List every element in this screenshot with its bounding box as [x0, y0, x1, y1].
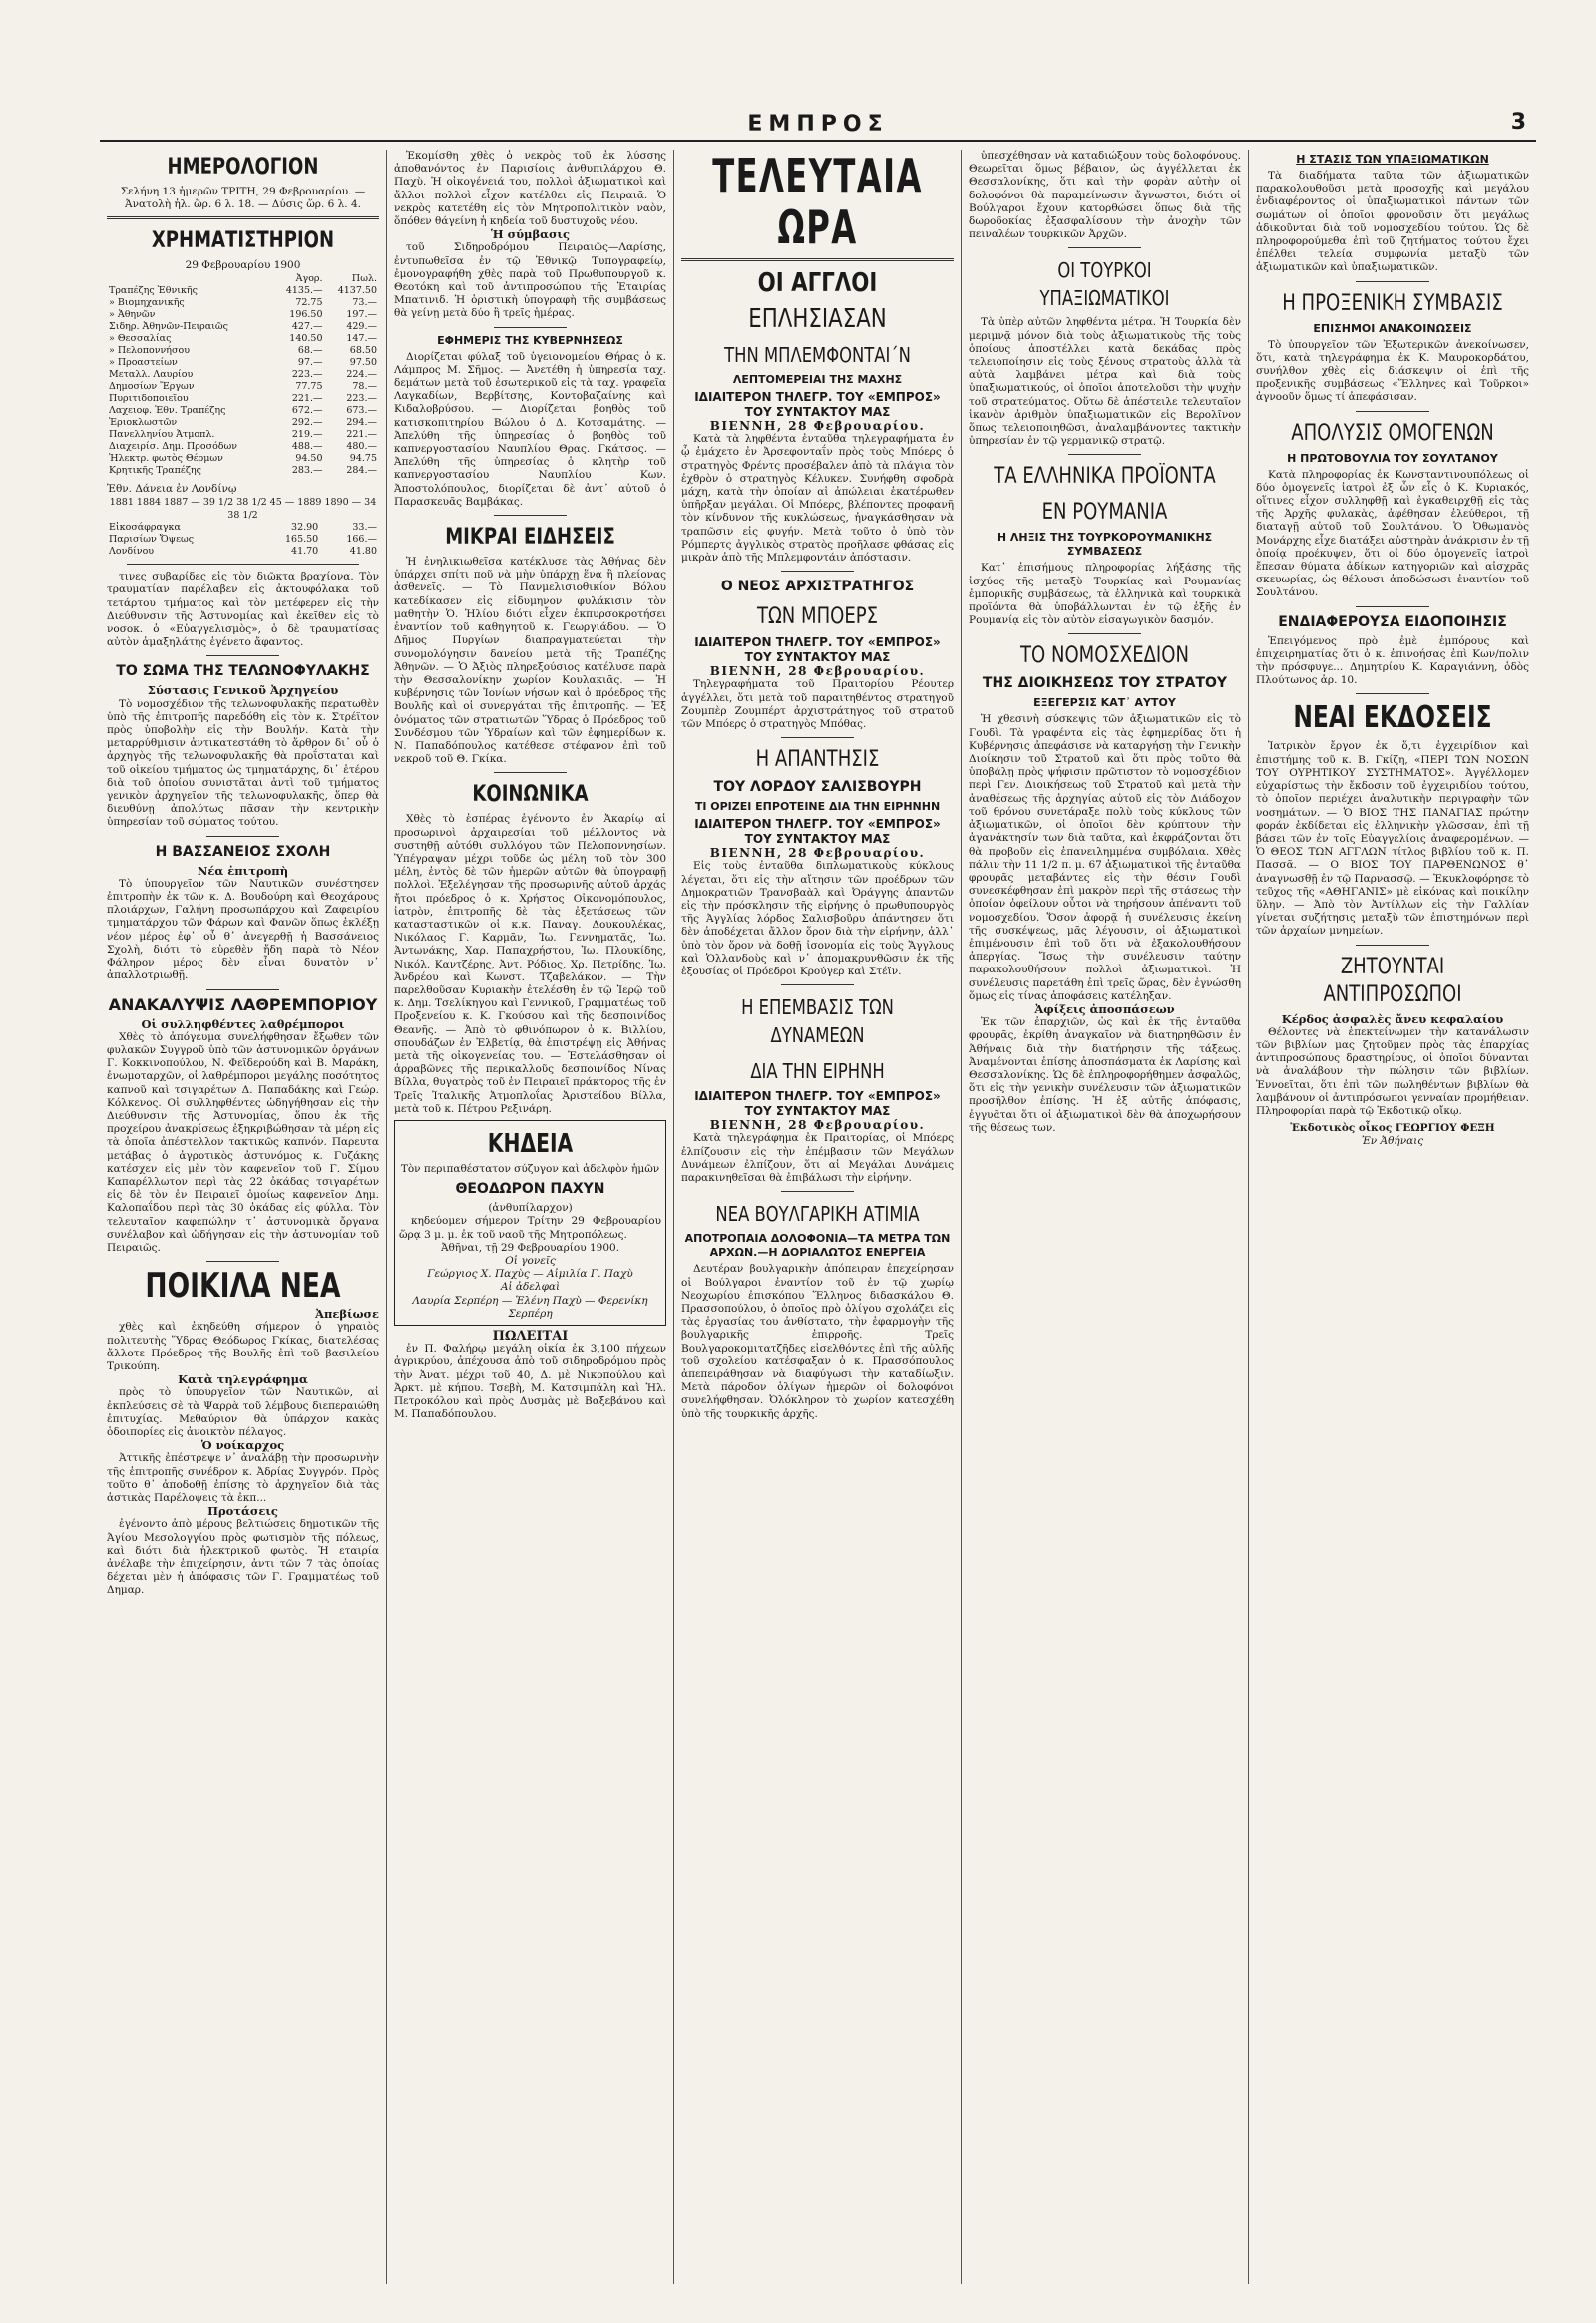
loans-row [107, 546, 379, 558]
exiles-text: Κατὰ πληροφορίας ἐκ Κωνσταντινουπόλεως οἱ δύο ὁμογενεῖς ἰατροὶ ἐξ ὧν εἷς ὁ Κ. Κυριακός, οἵτινες εἶχον συλληφθῇ καὶ ἐγκαθειρχθῇ εἰς τὰς τῆς Ἀρχῆς φυλακὰς, ἀφέθησαν ἐλεύθεροι, τῇ διαταγῇ αὐτοῦ τοῦ Σουλτάνου. Ὁ Ὀθωμανὸς Μονάρχης εἶχε διατάξει αὐστηρὰν ἀνάκρισιν ἐν τῇ ὁποίᾳ προέκυψεν, ὅτι οἱ δύο ὁμογενεῖς ἰατροὶ ἔπεσαν θύματα ἀδίκων κατηγοριῶν καὶ αἰσχρᾶς σκευωρίας, ὡς θέλουσι ἀποδώσωσι ἐναντίον τοῦ Σουλτάνου. [1256, 468, 1529, 599]
funeral-names-1: Γεώργιος Χ. Παχὺς — Αἰμιλία Γ. Παχὺ [427, 1268, 633, 1281]
divider [1356, 945, 1429, 946]
exchange-table [107, 273, 379, 477]
exchange-label: » Θεσσαλίας [109, 332, 172, 344]
exchange-label: Ἐριοκλωστῶν [109, 416, 178, 428]
divider [494, 327, 567, 328]
smuggle-title: ΑΝΑΚΑΛΥΨΙΣ ΛΑΘΡΕΜΠΟΡΙΟΥ [108, 994, 378, 1014]
exchange-value: 4135.— [285, 284, 323, 296]
exchange-row [107, 405, 379, 417]
column-5 [1249, 150, 1536, 2284]
loans-label: Λονδίνου [109, 546, 155, 558]
loans-row [107, 522, 379, 534]
turk-text: Τὰ ὑπὲρ αὐτῶν ληφθέντα μέτρα. Ἡ Τουρκία δὲν μεριμνᾷ μόνον διὰ τοὺς ἀξιωματικοὺς τῆς τοὺς ὁποίους ἀποστέλλει κατὰ δεκάδας πρὸς τελειοποίησιν εἰς τοὺς ξένους στρατοὺς ἀλλὰ τὰ αὐτὰ λαμβάνει μέτρα καὶ διὰ τοὺς ὑπαξιωματικούς, οἱ ὁποῖοι ἀποτελοῦσι τὴν ψυχὴν τοῦ στρατεύματος. Οὕτω δὲ ἀπέστειλε τελευταῖον ἱκανὸν ἀριθμὸν ὑπαξιωματικῶν εἰς Βερολῖνον ὅπως τελειοποιηθῶσι, ἀναλαμβάνοντες τακτικὴν ὑπηρεσίαν ἐν τῷ γερμανικῷ στρατῷ. [969, 316, 1241, 448]
exchange-label: Πανελληνίου Ἀτμοπλ. [109, 428, 215, 440]
loans-value: 32.90 [291, 522, 319, 534]
misc-text-3: Ἀττικῆς ἐπέστρεψε ν᾽ ἀναλάβῃ τὴν προσωρινὴν τῆς ἐπιτροπῆς συνέδρον κ. Ἀδρίας Συγγρόν. Πρὸς τοῦτο θ᾽ ἀποδοθῇ ἐπίσης τὸ ἀρχηγεῖον διὰ τὰς ἀστικὰς Παρέλοψεις τὰ ἐκπ... [107, 1452, 379, 1504]
exchange-col-sell: Πωλ. [351, 272, 377, 284]
loans-label: Εἰκοσάφραγκα [109, 522, 181, 534]
loans-row [107, 534, 379, 546]
funeral-names-2: Λαυρία Σερπέρη — Ἑλένη Παχὺ — Φερενίκη Σερπέρη [412, 1294, 648, 1320]
divider [206, 989, 279, 990]
bulgar-text: Δευτέραν βουλγαρικὴν ἀπόπειραν ἐπεχείρησαν οἱ Βούλγαροι ἐναντίον τοῦ ἐν τῷ χωρίῳ Νεοχωρίου ἐπισκόπου Ἕλληνος διδασκάλου Θ. Πρασσοπούλου, ὁ ὁποῖος πρὸ ὀλίγου σχολάζει εἰς τὰς ἐργασίας του ἀνθίστατο, τὴν ἐφαρμογὴν τῆς βουλγαρικῆς ἐπιρροῆς. Τρεῖς Βουλγαροκομιτατζῆδες εἰσελθόντες ἐπὶ τῆς αὐλῆς τοῦ σχολείου κατέσφαξαν ὁ κ. Πρασσόπουλος ἀπεπειράθησαν νὰ διαφύγωσι τὴν καταδίωξιν. Μετὰ πάροδον ὁλίγων ἡμερῶν οἱ δολοφόνοι συνελήφθησαν. Ὀλόκληρον τὸ χωρίον κατεσχέθη ὑπὸ τῆς τουρκικῆς ἀρχῆς. [681, 1263, 954, 1420]
exchange-row [107, 297, 379, 309]
telegram-4-label: ΙΔΙΑΙΤΕΡΟΝ ΤΗΛΕΓΡ. ΤΟΥ «ΕΜΠΡΟΣ» ΤΟΥ ΣΥΝΤΑΚΤΟΥ ΜΑΣ [694, 1089, 941, 1119]
telegram-1-label: ΙΔΙΑΙΤΕΡΟΝ ΤΗΛΕΓΡ. ΤΟΥ «ΕΜΠΡΟΣ» ΤΟΥ ΣΥΝΤΑΚΤΟΥ ΜΑΣ [694, 390, 941, 419]
exchange-header-row [107, 273, 379, 285]
notices-title: ΕΝΔΙΑΦΕΡΟΥΣΑ ΕΙΔΟΠΟΙΗΣΙΣ [1278, 613, 1507, 630]
bulgar-title: ΝΕΑ ΒΟΥΛΓΑΡΙΚΗ ΑΤΙΜΙΑ [715, 1202, 920, 1227]
loans-title: Ἐθν. Δάνεια ἐν Λονδίνῳ [107, 482, 237, 495]
exiles-title: ΑΠΟΛΥΣΙΣ ΟΜΟΓΕΝΩΝ [1291, 420, 1494, 446]
milit-text: Τὰ διαδήματα ταῦτα τῶν ἀξιωματικῶν παρακολουθοῦσι μετὰ προσοχῆς καὶ μεγάλου ἐνδιαφέροντος οἱ ὑπαξιωματικοὶ πάντων τῶν σωμάτων οἱ ὁποῖοι φρονοῦσιν ὅτι μεγάλως ἀδικοῦνται διὰ τοῦ νομοσχεδίου τούτου. Ὡς δὲ πληροφορούμεθα ἐπὶ τοῦ ζητήματος τούτου ἔχει ἐπέλθει τελεία συμφωνία μεταξὺ τῶν ἀξιωματικῶν καὶ ὑπαξιωματικῶν. [1256, 170, 1529, 274]
exchange-value: 294.— [346, 416, 377, 428]
funeral-name: ΘΕΟΔΩΡΟΝ ΠΑΧΥΝ [455, 1181, 605, 1198]
publisher: Ἐκδοτικὸς οἶκος ΓΕΩΡΓΙΟΥ ΦΕΞΗ [1290, 1122, 1495, 1135]
columns [100, 150, 1536, 2284]
school-text: Τὸ ὑπουργεῖον τῶν Ναυτικῶν συνέστησεν ἐπιτροπὴν ἐκ τῶν κ. Δ. Βουδούρη καὶ Θεοχάρους πλοιάρχων, Γαλήνη προσωπάρχου καὶ Ζαφειρίου τμηματάρχου τῶν Φάρων καὶ Φανῶν ὅπως ἐκλέξῃ νέον μέρος ἐφ᾽ οὗ θ᾽ ἀνεγερθῇ ἡ Βασσάνειος Σχολὴ, διότι τὸ εὑρεθὲν ἤδη παρὰ τὸ Νέον Φάληρον μέρος δὲν εἶναι δυνατὸν ν᾽ ἀπαλλοτριωθῇ. [107, 877, 379, 982]
col4-text-top: ὑπεσχέθησαν νὰ καταδιώξουν τοὺς δολοφόνους. Θεωρεῖται ὅμως βέβαιον, ὡς ἀγγέλλεται ἐκ Θεσσαλονίκης, ὅτι καὶ τὴν φορὰν αὐτὴν οἱ δολοφόνοι θὰ παραμείνωσιν ἄγνωστοι, διότι οἱ Βούλγαροι ἔχουν κατορθώσει ὅπως διὰ τῆς δωροδοκίας ἐξασφαλίσουν τὴν ἀνοχὴν τῶν πειναλέων τουρκικῶν Ἀρχῶν. [969, 150, 1241, 241]
consul-text: Τὸ ὑπουργεῖον τῶν Ἐξωτερικῶν ἀνεκοίνωσεν, ὅτι, κατὰ τηλεγράφημα ἐκ Κ. Μαυροκορδάτου, συνήλθον χθὲς εἰς διάσκεψιν οἱ ἐπὶ τῆς προξενικῆς συμβάσεως «Ἕλληνες καὶ Τοῦρκοι» ἀγνοοῦν ὅμως τί ἀπεφάσισαν. [1256, 338, 1529, 404]
exchange-row [107, 381, 379, 393]
divider [127, 564, 359, 565]
exchange-value: 672.— [291, 404, 323, 416]
exchange-value: 140.50 [289, 332, 323, 344]
exchange-row [107, 345, 379, 357]
salisbury-title-2: ΤΟΥ ΛΟΡΔΟΥ ΣΑΛΙΣΒΟΥΡΗ [713, 779, 922, 796]
exchange-label: Κρητικῆς Τραπέζης [109, 464, 201, 476]
customs-sub: Σύστασις Γενικοῦ Ἀρχηγείου [147, 683, 339, 698]
loans-value: 41.70 [291, 546, 319, 558]
exchange-label: » Βιομηχανικῆς [109, 296, 185, 308]
exchange-row [107, 285, 379, 297]
loans-value: 33.— [352, 522, 377, 534]
reps-text: Θέλοντες νὰ ἐπεκτείνωμεν τὴν κατανάλωσιν τῶν βιβλίων μας ζητοῦμεν πρὸς τὰς ἐπαρχίας ἀντιπροσώπους δραστηρίους, οἱ ὁποῖοι δύνανται νὰ ἀναλάβουν τὴν πώλησιν τῶν βιβλίων. Ἐννοεῖται, ὅτι ἐπὶ τῶν πωληθέντων βιβλίων θὰ λαμβάνουν οἱ ἀντιπρόσωποι γενναίαν προμήθειαν. Πληροφορίαι παρὰ τῷ Ἐκδοτικῷ οἴκῳ. [1256, 1025, 1529, 1117]
exchange-value: 284.— [346, 464, 377, 476]
gov-text: Διορίζεται φύλαξ τοῦ ὑγειονομείου Θήρας ὁ κ. Λάμπρος Μ. Σῆμος. — Ἀνετέθη ἡ ὑπηρεσία ταχ. δεμάτων μετὰ τοῦ ἐσωτερικοῦ εἰς τὰ ταχ. γραφεῖα Λαγκαδίων, Βερβίτσης, Κοντοβαζαίνης καὶ Κιδαλοβρύσου. — Διορίζεται βοηθὸς τοῦ κατισκοπιτηρίου Βώλου ὁ Δ. Κοτσαμάτης. — Ἀπελύθη τῆς ὑπηρεσίας ὁ βοηθὸς τοῦ καπνεργοστασίου Ναυπλίου Θρας. Γκάτσος. — Ἀπελύθη τῆς ὑπηρεσίας ὁ κλητὴρ τοῦ καπνεργοστασίου Ναυπλίου Κων. Ἀποστολόπουλος, διορίζεται δὲ ἀντ᾽ αὐτοῦ ὁ Παρασκευᾶς Βαμβάκας. [394, 350, 666, 508]
exchange-row [107, 453, 379, 465]
tidings-text: Ἐκ τῶν ἐπαρχιῶν, ὡς καὶ ἐκ τῆς ἑνταῦθα φρουρᾶς, ἐκρίθη ἀναγκαῖον νὰ διατηρηθῶσιν ἐν Ἀθήναις διὰ τὴν διατήρησιν τῆς τάξεως. Ἀναμένονται ἐπίσης ἀποσπάσματα ἐκ Λαρίσης καὶ Θεσσαλονίκης. Ὡς δὲ ἐπληροφορήθημεν ἀσφαλῶς, ὅτι εἰς τὴν γενικὴν συνέλευσιν τῶν ἀξιωματικῶν προσῆλθον ἐπίσης. Ἡ ἐξ αὐτῆς ἀπόφασις, ἐγγυᾶται ὅτι οἱ ἀξιωματικοὶ δὲν θὰ ἀποχωρήσουν τῆς θέσεως των. [969, 1016, 1241, 1134]
divider [1356, 693, 1429, 694]
page-number: 3 [1510, 110, 1526, 135]
exchange-label: Ἠλεκτρ. φωτὸς Θέρμων [109, 452, 223, 464]
divider [206, 655, 279, 656]
publisher-address: Ἐν Ἀθήναις [1361, 1135, 1424, 1148]
consul-title: Η ΠΡΟΞΕΝΙΚΗ ΣΥΜΒΑΣΙΣ [1282, 290, 1503, 316]
funeral-lead: Τὸν περιπαθέστατον σύζυγον καὶ ἀδελφὸν ἡμῶν [400, 1163, 660, 1175]
bill-title-2: ΤΗΣ ΔΙΟΙΚΗΣΕΩΣ ΤΟΥ ΣΤΡΑΤΟΥ [982, 675, 1228, 692]
funeral-date: Ἀθῆναι, τῇ 29 Φεβρουαρίου 1900. [440, 1241, 620, 1254]
col3-text-4: Κατὰ τηλεγράφημα ἐκ Πραιτορίας, οἱ Μπόερς ἐλπίζουσιν εἰς τὴν ἐπέμβασιν τῶν Μεγάλων Δυνάμεων ἐλπίζουν, ὅτι αἱ Μεγάλαι Δυνάμεις παρακινηθεῖσαι θὰ ἐπιβάλωσι τὴν εἰρήνην. [681, 1132, 954, 1185]
masthead [100, 110, 1536, 142]
bill-sub: ΕΞΕΓΕΡΣΙΣ ΚΑΤ᾽ ΑΥΤΟΥ [1033, 696, 1176, 710]
exchange-value: 97.— [297, 356, 323, 368]
exchange-value: 488.— [291, 440, 323, 452]
funeral-text: κηδεύομεν σήμερον Τρίτην 29 Φεβρουαρίου ὥρᾳ 3 μ. μ. ἐκ τοῦ ναοῦ τῆς Μητροπόλεως. [399, 1215, 661, 1241]
misc-text-1: χθὲς καὶ ἐκηδεύθη σήμερον ὁ γηραιὸς πολιτευτὴς Ὕδρας Θεόδωρος Γκίκας, διατελέσας ἄλλοτε Πρόεδρος τῆς Βουλῆς ἐπὶ τοῦ βασιλείου Τρικούπη. [107, 1321, 379, 1372]
romania-title: ΤΑ ΕΛΛΗΝΙΚΑ ΠΡΟΪΟΝΤΑ [994, 464, 1216, 490]
col2-text-1: τοῦ Σιδηροδρόμου Πειραιῶς—Λαρίσης, ἐντυπωθεῖσα ἐν τῷ Ἐθνικῷ Τυπογραφείῳ, ἐμονογραφήθη χθὲς παρὰ τοῦ Πρωθυπουργοῦ κ. Θεοτόκη καὶ τοῦ ἀντιπροσώπου τῆς Ἐταιρίας Μπατινιδ. Ἡ ὁριστικὴ ὑπογραφὴ τῆς συμβάσεως θὰ γείνῃ μετὰ δύο ἢ τρεῖς ἡμέρας. [394, 241, 666, 320]
exchange-value: 77.75 [295, 380, 323, 392]
romania-title-2: ΕΝ ΡΟΥΜΑΝΙΑ [1041, 500, 1168, 526]
divider [1356, 281, 1429, 282]
misc-sub-4: Προτάσεις [207, 1504, 278, 1519]
newspaper-name: ΕΜΠΡΟΣ [747, 112, 889, 137]
exchange-label: Λαχειοφ. Ἐθν. Τραπέζης [109, 404, 226, 416]
exchange-row [107, 465, 379, 477]
exchange-value: 4137.50 [337, 284, 377, 296]
exchange-value: 219.— [291, 428, 323, 440]
divider [1068, 247, 1141, 248]
exchange-value: 224.— [346, 368, 377, 380]
loans-value: 165.50 [284, 534, 319, 546]
social-title: ΚΟΙΝΩΝΙΚΑ [472, 782, 589, 808]
dateline-4: ΒΙΕΝΝΗ, 28 Φεβρουαρίου. [709, 1118, 926, 1133]
bulgar-sub: ΑΠΟΤΡΟΠΑΙΑ ΔΟΛΟΦΟΝΙΑ—ΤΑ ΜΕΤΡΑ ΤΩΝ ΑΡΧΩΝ.—Η ΔΟΡΙΑΛΩΤΟΣ ΕΝΕΡΓΕΙΑ [684, 1232, 951, 1260]
exchange-value: 221.— [346, 428, 377, 440]
exchange-label: » Ἀθηνῶν [109, 308, 156, 320]
powers-title: Η ΕΠΕΜΒΑΣΙΣ ΤΩΝ ΔΥΝΑΜΕΩΝ [741, 995, 894, 1048]
column-1 [100, 150, 387, 2284]
exchange-label: Πυριτιδοποιεῖου [109, 392, 189, 404]
misc-sub-3: Ὁ νοίκαρχος [200, 1438, 285, 1453]
divider [206, 836, 279, 837]
bill-text: Ἡ χθεσινὴ σύσκεψις τῶν ἀξιωματικῶν εἰς τὸ Γουδὶ. Τὰ γραφέντα εἰς τὰς ἐφημερίδας ὅτι ἡ Κυβέρνησις ἀπεφάσισε νὰ καταργήσῃ τὴν Γενικὴν Διοίκησιν τοῦ Στρατοῦ καὶ ὅτι πρὸς τοῦτο θὰ ὑποβάλῃ πρὸς ψήφισιν πρῶτιστον τὸ νομοσχέδιον περὶ Γεν. Διοικήσεως τοῦ Στρατοῦ καὶ μετὰ τὴν ἀναθέσεως τῆς ἀρχηγίας αὐτοῦ εἰς τὸν Διάδοχον τοῦ θρόνου συνετάραξε πολὺ τοὺς κύκλους τῶν ἀξιωματικῶν, οἱ ὁποῖοι δὲν κρύπτουν τὴν ἀγανάκτησίν των διὰ ταῦτα, καὶ ἐκφράζονται ὅτι θὰ προβοῦν εἰς ἐπανειλημμένα συμβόλαια. Χθὲς πάλιν τὴν 11 1/2 π. μ. 67 ἀξιωματικοὶ τῆς ἐνταῦθα φρουρᾶς μεταβάντες εἰς τὴν θέσιν Γουδὶ συνεσκέφθησαν ἐπὶ μακρὸν περὶ τῆς στάσεως τὴν ὁποίαν ὀφείλουν οὗτοι νὰ τηρήσουν ἀπέναντι τοῦ νομοσχεδίου. Ὅσον ἀφορᾷ ἡ συνέλευσις ἐκείνη τῆς συσκέψεως, μᾶς λέγουσιν, οἱ ἀξιωματικοὶ ἐπιμένουσιν ἐπὶ τοῦ ὅτι νὰ ἐξακολουθήσουν ἀπεργίας. Ἴσως τὴν συνέλευσιν ταύτην παρακολουθήσουν πολλοὶ ἀξιωματικοὶ. Ἡ συνέλευσις παρετάθη ἐπὶ τρεῖς ὥρας, δὲν ἐγνώσθη ὅμως εἰς τίνας ἀποφάσεις κατέληξαν. [969, 713, 1241, 1002]
school-sub: Νέα ἐπιτροπὴ [197, 863, 289, 878]
funeral-title: ΚΗΔΕΙΑ [487, 1129, 574, 1159]
exchange-value: 94.50 [295, 452, 323, 464]
exchange-label: Σιδηρ. Ἀθηνῶν-Πειραιῶς [109, 320, 228, 332]
misc-text-2: πρὸς τὸ ὑπουργεῖον τῶν Ναυτικῶν, αἱ ἐκπλεύσεις σὲ τὰ Ψαρρὰ τοῦ λέμβους διεπεραιώθη ἐπιτυχίας. Μεθαύριον θὰ ὑπάρχον κακὰς ὁδοιπορίες εἰς ἀνοικτὸν πέλαγος. [107, 1386, 379, 1438]
divider [1068, 633, 1141, 634]
dateline-3: ΒΙΕΝΝΗ, 28 Φεβρουαρίου. [709, 846, 926, 861]
divider [681, 258, 954, 261]
exchange-row [107, 369, 379, 381]
exchange-value: 97.50 [349, 356, 377, 368]
gov-title: ΕΦΗΜΕΡΙΣ ΤΗΣ ΚΥΒΕΡΝΗΣΕΩΣ [437, 333, 623, 347]
divider [781, 571, 854, 572]
col2-text-top: Ἐκομίσθη χθὲς ὁ νεκρὸς τοῦ ἐκ λύσσης ἀποθανόντος ἐν Παρισίοις ἀνθυπιλάρχου Θ. Παχὺ. Ἡ οἰκογένειά του, πολλοὶ ἀξιωματικοὶ καὶ ἄλλοι πολλοὶ εἶχον κατέλθει εἰς Πειραιᾶ. Ὁ νεκρὸς κατετέθη εἰς τὸν Μητροπολιτικὸν ναὸν, ὅπόθεν θάγείνη ἡ κηδεία τοῦ δυστυχοῦς νέου. [394, 150, 666, 228]
exchange-value: 292.— [291, 416, 323, 428]
pubs-text: Ἰατρικὸν ἔργον ἐκ ὅ,τι ἐγχειρίδιον καὶ ἐπιστήμης τοῦ κ. Β. Γκίζη, «ΠΕΡΙ ΤΩΝ ΝΟΣΩΝ ΤΟΥ ΟΥΡΗΤΙΚΟΥ ΣΥΣΤΗΜΑΤΟΣ». Ἀγγέλλομεν εὐχαρίστως τὴν ἔκδοσιν τοῦ ἐγχειριδίου τούτου, τὸ ὁποῖον περιέχει ἀναλυτικὴν περιγραφὴν τῶν νοσημάτων. — Ὁ ΒΙΟΣ ΤΗΣ ΠΑΝΑΓΙΑΣ πρώτην φοράν ἐκδίδεται εἰς ἑλληνικὴν γλῶσσαν, ἐπὶ τῇ βάσει τῶν ἐν τοῖς Εὐαγγελίοις ἀναφερομένων. — Ὁ ΘΕΟΣ ΤΩΝ ΑΓΓΛΩΝ τίτλος βιβλίου τοῦ κ. Π. Πασσᾶ. — Ο ΒΙΟΣ ΤΟΥ ΠΑΡΘΕΝΩΝΟΣ θ᾽ ἀναγνωσθῇ ἐν τῷ Παρνασσῷ. — Ἐκυκλοφόρησε τὸ τεῦχος τῆς «ΑΘΗΓΑΝΙΣ» μὲ εἰκόνας καὶ ποικίλην ὕλην. — Ἀπὸ τὸν Ἀντίλλων εἰς τὴν Γαλλίαν γίνεται συζήτησις μεταξὺ τῶν ἐπιστημόνων περὶ τῶν ἀρχαίων μνημείων. [1256, 740, 1529, 938]
milit-title: Η ΣΤΑΣΙΣ ΤΩΝ ΥΠΑΞΙΩΜΑΤΙΚΩΝ [1296, 153, 1489, 166]
turk-title: ΟΙ ΤΟΥΡΚΟΙ ΥΠΑΞΙΩΜΑΤΙΚΟΙ [1039, 258, 1170, 311]
divider [494, 515, 567, 516]
exchange-label: » Προαστείων [109, 356, 178, 368]
pubs-title: ΝΕΑΙ ΕΚΔΟΣΕΙΣ [1293, 700, 1492, 736]
social-text: Χθὲς τὸ ἑσπέρας ἐγένοντο ἐν Ἀκαρίῳ αἱ προσωρινοὶ ἀρχαιρεσίαι τοῦ μέλλοντος νὰ συστηθῇ αὐτόθι συλλόγου τῶν Πελοποννησίων. Ὑπέγραψαν μέχρι τοῦδε ὡς μέλη τοῦ τὸν 300 μέλη, ἐντὸς δὲ τῶν ἡμερῶν αὐτῶν θὰ ὑπογραφῇ πολλοὶ. Ἐξελέγησαν τῆς προσωρινῆς αὐτοῦ ἀρχάς ἤτοι πρόεδρος ὁ κ. Χρήστος Οἰκονομόπουλος, ἰατρὸν, ἐπιτροπῆς δὲ τὰς ἐξετάσεως τῶν κατασταστικῶν οἱ κ.κ. Παναγ. Δουκουλέκας, Νικόλαος Γ. Καρμᾶν, Ἰω. Γεννηματᾶς, Ἰω. Ἀντωνάκης, Χαρ. Παπαχρήστου, Ἰω. Πλουκίδης, Νικόλ. Καντζέρης, Ἀντ. Ρόδιος, Χρ. Πετρίδης, Ἰω. Ἀνδρέου καὶ Κωνστ. Τζαβελάκον. — Τὴν παρελθοῦσαν Κυριακὴν ἐτελέσθη ἐν τῷ Ἱερῷ τοῦ κ. Δημ. Τσελίκηγου καὶ Γεννικοῦ, Γραμματέως τοῦ Προξενείου κ. Κ. Γκούσου καὶ τῆς δεσποινίδος Θεανῆς. — Ἀπὸ τὸ φθινόπωρον ὁ κ. Βιλλίου, σπουδάζων ἐν Ἑλβετίᾳ, θὰ ἐπιστρέψῃ εἰς Ἀθήνας μετὰ τῆς οἰκογενείας του. — Ἐστελάσθησαν οἱ ἀρραβῶνες τῆς περικαλλοῦς δεσποινίδος Νίνας Βίλλα, θυγατρὸς τοῦ ἐν Πειραιεῖ πράκτορος τῆς ἐν Τρεῖς Ἰταλικῆς Ἀτμοπλοΐας Ἀριστείδου Βίλλα, μετὰ τοῦ κ. Πέτρου Ρεξινάρη. [394, 813, 666, 1115]
tidings-sub: Ἀφίξεις ἀποσπάσεων [1034, 1001, 1175, 1016]
exchange-label: Δημοσίων Ἔργων [109, 380, 195, 392]
exchange-value: 480.— [346, 440, 377, 452]
exchange-row [107, 309, 379, 321]
calendar-title: ΗΜΕΡΟΛΟΓΙΟΝ [167, 155, 319, 180]
exchange-row [107, 417, 379, 429]
col3-text-2: Τηλεγραφήματα τοῦ Πραιτορίου Ρέουτερ ἀγγέλλει, ὅτι μετὰ τοῦ παραιτηθέντος στρατηγοῦ Ζουμπὲρ Ζουμπέρτ ἀρχιστράτηγος τοῦ στρατοῦ τῶν Μπόερς ὁ στρατηγὸς Μπόθας. [681, 678, 954, 731]
telegram-3-label: ΙΔΙΑΙΤΕΡΟΝ ΤΗΛΕΓΡ. ΤΟΥ «ΕΜΠΡΟΣ» ΤΟΥ ΣΥΝΤΑΚΤΟΥ ΜΑΣ [694, 817, 941, 847]
smuggle-sub: Οἱ συλληφθέντες λαθρέμποροι [141, 1016, 345, 1031]
funeral-by-2: Αἱ ἀδελφαὶ [500, 1281, 561, 1294]
notices-text: Ἐπειγόμενος πρὸ ἐμὲ ἐμπόρους καὶ ἐπιχειρηματίας ὅτι ὁ κ. ἐπινοήσας ἐπὶ Κων/πολιν τὴν πρόσφυγε... Δημητρίου Κ. Καραγιάννη, ὁδὸς Πλούτωνος ἀρ. 10. [1256, 634, 1529, 687]
divider [494, 772, 567, 773]
exchange-value: 223.— [346, 392, 377, 404]
exchange-row [107, 393, 379, 405]
col2-sub-1: Ἡ σύμβασις [491, 227, 570, 242]
exchange-value: 221.— [291, 392, 323, 404]
intro-text: τινες συβαρίδες εἰς τὸν διῶκτα βραχίονα. Τὸν τραυματίαν παρέλαβεν εἰς ἀκτουφόλακα τοῦ τετάρτου τμήματος καὶ τὸν μετέφερεν εἰς τὴν Διεύθυνσιν τῆς Ἀστυνομίας καὶ ἐκεῖθεν εἰς τὸ νοσοκ. ὁ «Εὐαγγελισμὸς», ὁ δὲ τραυματίσας αὐτὸν ἀμαξηλάτης ἐγένετο ἄφαντος. [107, 571, 379, 649]
customs-text: Τὸ νομοσχέδιον τῆς τελωνοφυλακῆς περατωθὲν ὑπὸ τῆς ἐπιτροπῆς παρεδόθη εἰς τὸν κ. Στρέϊτον πρὸς ὑποβολὴν εἰς τὴν Βουλήν. Κατὰ τὴν μεταρρύθμισιν ἀντικατεστάθη τὸ ἄρθρον δι᾽ οὗ ὁ ἀρχηγὸς τῆς τελωνοφυλακῆς θὰ προΐσταται καὶ τοῦ οἰκείου τμήματος ὡς τμηματάρχης, δι᾽ ἑτέρου διὰ τοῦ ὁποίου συνιστᾶται ἀντὶ τοῦ τμήματος γενικὸν ἀρχηγεῖον τῆς τελωνοφυλακῆς, ὅπερ θὰ διευθύνῃ ἀπολύτως πᾶσαν τὴν κεντρικὴν ὑπηρεσίαν τοῦ σώματος τούτου. [107, 697, 379, 829]
exchange-value: 196.50 [289, 308, 323, 320]
battle-details: ΛΕΠΤΟΜΕΡΕΙΑΙ ΤΗΣ ΜΑΧΗΣ [732, 373, 903, 386]
exchange-title: ΧΡΗΜΑΤΙΣΤΗΡΙΟΝ [151, 228, 335, 254]
boer-title-2: ΤΩΝ ΜΠΟΕΡΣ [756, 604, 879, 630]
news-title: ΜΙΚΡΑΙ ΕΙΔΗΣΕΙΣ [445, 525, 615, 551]
exchange-value: 283.— [291, 464, 323, 476]
exiles-sub: Η ΠΡΩΤΟΒΟΥΛΙΑ ΤΟΥ ΣΟΥΛΤΑΝΟΥ [1287, 451, 1498, 465]
reps-title: ΖΗΤΟΥΝΤΑΙ ΑΝΤΙΠΡΟΣΩΠΟΙ [1323, 954, 1462, 1007]
divider [206, 1261, 279, 1262]
exchange-value: 673.— [346, 404, 377, 416]
exchange-value: 94.75 [349, 452, 377, 464]
exchange-value: 429.— [346, 320, 377, 332]
reps-sub: Κέρδος ἀσφαλὲς ἄνευ κεφαλαίου [1281, 1011, 1504, 1026]
salisbury-title: Η ΑΠΑΝΤΗΣΙΣ [755, 747, 880, 773]
school-title: Η ΒΑΣΣΑΝΕΙΟΣ ΣΧΟΛΗ [155, 843, 331, 860]
funeral-role: (ἀνθυπίλαρχον) [488, 1202, 573, 1215]
exchange-row [107, 429, 379, 441]
dateline-1: ΒΙΕΝΝΗ, 28 Φεβρουαρίου. [709, 419, 926, 433]
loans-value: 166.— [346, 534, 377, 546]
column-2 [387, 150, 674, 2284]
column-3 [674, 150, 962, 2284]
misc-sub-2: Κατὰ τηλεγράφημα [178, 1372, 308, 1387]
romania-text: Κατ᾽ ἐπισήμους πληροφορίας λήξάσης τῆς ἰσχύος τῆς μεταξὺ Τουρκίας καὶ Ρουμανίας ἐμπορικῆς συμβάσεως, τὰ ἑλληνικὰ καὶ τουρκικὰ προϊόντα θὰ ὑποβάλλωνται ἐν τῷ ἑξῆς ἐν Ρουμανίᾳ εἰς τὸν αὐτὸν εἰσαγωγικὸν δασμόν. [969, 562, 1241, 627]
exchange-label: Μεταλλ. Λαυρίου [109, 368, 194, 380]
romania-sub: Η ΛΗΞΙΣ ΤΗΣ ΤΟΥΡΚΟΡΟΥΜΑΝΙΚΗΣ ΣΥΜΒΑΣΕΩΣ [997, 531, 1213, 559]
divider [107, 216, 379, 219]
latest-hour-title: ΤΕΛΕΥΤΑΙΑ ΩΡΑ [712, 150, 923, 254]
boer-title: Ο ΝΕΟΣ ΑΡΧΙΣΤΡΑΤΗΓΟΣ [720, 579, 915, 595]
exchange-date: 29 Φεβρουαρίου 1900 [185, 259, 301, 272]
col3-text-1: Κατὰ τὰ ληφθέντα ἐνταῦθα τηλεγραφήματα ἐν ᾧ ἐμάχετο ἐν Ἀρσεφονταΐν πρὸς τοὺς Μπόερς ὁ στρατηγὸς Φρέντς προσέβαλεν ἀπὸ τὰ πλάγια τὸν ἐχθρὸν ὁ στρατηγὸς Κέλυκεν. Συνήφθη σφοδρὰ μάχη, κατὰ τὴν ὁποίαν αἱ ἀπώλειαι ἑκατέρωθεν ὑπῆρξαν μεγάλαι. Οἱ Μπόερς, βλέποντες προφανῆ τὸν κίνδυνον τῆς κυκλώσεως, ἠναγκάσθησαν νὰ τραπῶσιν εἰς φυγήν. Μετὰ τοῦτο ὁ ὑπὸ τὸν Ρόμπερτς ἀγγλικὸς στρατὸς προῆλασε φθάσας εἰς μικρὰν ἀπὸ τῆς Μπλεμφοντάιν ἀπόστασιν. [681, 433, 954, 565]
divider [781, 737, 854, 738]
loans-label: Παρισίων Ὄψεως [109, 534, 195, 546]
exchange-row [107, 321, 379, 333]
bill-title: ΤΟ ΝΟΜΟΣΧΕΔΙΟΝ [1020, 643, 1189, 669]
consul-sub: ΕΠΙΣΗΜΟΙ ΑΝΑΚΟΙΝΩΣΕΙΣ [1313, 321, 1472, 335]
divider [781, 1191, 854, 1192]
divider [781, 984, 854, 985]
column-4 [962, 150, 1249, 2284]
divider [1068, 454, 1141, 455]
exchange-col-buy: Ἀγορ. [295, 272, 323, 284]
exchange-value: 68.50 [349, 344, 377, 356]
divider [1356, 411, 1429, 412]
exchange-row [107, 441, 379, 453]
exchange-value: 72.75 [295, 296, 323, 308]
market-text: ἐν Π. Φαλήρῳ μεγάλη οἰκία ἐκ 3,100 πήχεων ἀγρικρύου, ἀπέχουσα ἀπὸ τοῦ σιδηροδρόμου πρὸς τὴν Ἀνατ. μέχρι τοῦ 40, Δ. μὲ Νικοπούλου καὶ Ἀρκτ. μὲ κήπου. Τσεβὴ, Μ. Κατσιμπάλη καὶ Ἠλ. Πετροκόλου καὶ πρὸς Δυσμὰς μὲ Βαξεβάνου καὶ Μ. Παπαδόπουλου. [394, 1343, 666, 1421]
exchange-value: 427.— [291, 320, 323, 332]
exchange-label: » Πελοποννήσου [109, 344, 190, 356]
funeral-notice [394, 1120, 666, 1326]
salisbury-sub: ΤΙ ΟΡΙΖΕΙ ΕΠΡΟΤΕΙΝΕ ΔΙΑ ΤΗΝ ΕΙΡΗΝΗΝ [694, 800, 941, 814]
misc-title: ΠΟΙΚΙΛΑ ΝΕΑ [145, 1266, 341, 1307]
exchange-value: 73.— [352, 296, 377, 308]
col3-text-3: Εἰς τοὺς ἐνταῦθα διπλωματικοὺς κύκλους λέγεται, ὅτι εἰς τὴν αἴτησιν τῶν προέδρων τῶν Δημοκρατιῶν Τρανσβαὰλ καὶ Ὀράγγης ἀπαντῶν εἰς τὴν πρόσκλησιν τῆς εἰρήνης ὁ πρωθυπουργὸς τῆς Ἀγγλίας λόρδος Σαλισβοῦρυ ἀπάντησεν ὅτι δὲν ἀποδέχεται ἄλλον ὅρον διὰ τὴν εἰρήνην, ἀλλ᾽ ὑπὸ τὸν ὅρον νὰ δοθῇ ἰσονομία εἰς τοὺς Ἄγγλους καὶ Ὁλλανδοὺς καὶ ν᾽ ἀπομακρυνθῶσιν ἐκ τῆς ἐξουσίας οἱ Πρόεδροι Κρούγερ καὶ Στέϊν. [681, 860, 954, 978]
news-text: Ἡ ἐνηλικιωθεῖσα κατέκλυσε τὰς Ἀθήνας δὲν ὑπάρχει σπίτι ποῦ νὰ μὴν ὑπάρχῃ ἕνα ἢ πλείονας ἀσθενεῖς. — Τὸ Πανμελισιοθικίον Βόλου κατεδίκασεν εἰς εἰδυμηνον φυλάκισιν τὸν μαθητὴν Ὁ. Ἠλίου διότι εἶχεν ἐκπυρσοκροτήσει ἐναντίον τοῦ καθηγητοῦ κ. Γεωργιάδου. — Ὁ Δῆμος Πυργίων διαπραγματεύεται τὴν συνομολόγησιν δανείου μετὰ τῆς Τραπέζης Ἀθηνῶν. — Ὁ Ἀξιὸς πληρεξούσιος κατέλυσε παρὰ τὴν Θεσσαλονίκην χωρίον Κουλακιᾶς. — Ἡ κυβέρνησις τῶν Ἰονίων νήσων καὶ ὁ πρόεδρος τῆς Βουλῆς καὶ οἱ συνεργάται τῆς ἐπιτροπῆς. — Ἐξ ὀνόματος τῶν στρατιωτῶν Ὕδρας ὁ Πρόεδρος τοῦ Συνδέσμου τῶν Ὑδραίων καὶ τῶν ἐφημερίδων κ. Ν. Παπαδόπουλος κατέθεσε στέφανον ἐπὶ τοῦ νεκροῦ τοῦ Θ. Γκίκα. [394, 556, 666, 766]
dateline-2: ΒΙΕΝΝΗ, 28 Φεβρουαρίου. [709, 664, 926, 679]
exchange-label: Διαχειρίσ. Δημ. Προσόδων [109, 440, 238, 452]
loans-value: 41.80 [349, 546, 377, 558]
divider [1356, 606, 1429, 607]
exchange-row [107, 333, 379, 345]
powers-title-2: ΔΙΑ ΤΗΝ ΕΙΡΗΝΗ [750, 1059, 885, 1084]
exchange-row [107, 357, 379, 369]
newspaper-page [100, 110, 1536, 2284]
target-heading: ΤΗΝ ΜΠΛΕΜΦΟΝΤΑΙ΄Ν [724, 343, 911, 367]
exchange-value: 197.— [346, 308, 377, 320]
misc-sub-1: Ἀπεβίωσε [315, 1307, 379, 1322]
exchange-value: 68.— [297, 344, 323, 356]
approach-heading: ΕΠΛΗΣΙΑΣΑΝ [748, 304, 887, 334]
loans-table [107, 522, 379, 558]
telegram-2-label: ΙΔΙΑΙΤΕΡΟΝ ΤΗΛΕΓΡ. ΤΟΥ «ΕΜΠΡΟΣ» ΤΟΥ ΣΥΝΤΑΚΤΟΥ ΜΑΣ [694, 635, 941, 665]
calendar-text: Σελήνη 13 ἡμερῶν ΤΡΙΤΗ, 29 Φεβρουαρίου. — Ἀνατολὴ ἡλ. ὥρ. 6 λ. 18. — Δύσις ὥρ. 6 λ. 4. [120, 186, 366, 211]
exchange-value: 147.— [346, 332, 377, 344]
funeral-by: Οἱ γονεῖς [505, 1255, 556, 1268]
customs-title: ΤΟ ΣΩΜΑ ΤΗΣ ΤΕΛΩΝΟΦΥΛΑΚΗΣ [116, 663, 370, 680]
english-heading: ΟΙ ΑΓΓΛΟΙ [757, 268, 878, 298]
exchange-value: 78.— [352, 380, 377, 392]
loans-years: 1881 1884 1887 — 39 1/2 38 1/2 45 — 1889 1890 — 34 38 1/2 [109, 496, 377, 522]
exchange-label: Τραπέζης Ἐθνικῆς [109, 284, 198, 296]
smuggle-text: Χθὲς τὸ ἀπόγευμα συνελήφθησαν ἔξωθεν τῶν φυλακῶν Συγγροῦ ὑπὸ τῶν ἀστυνομικῶν ὀργάνων Γ. Κοκκινοπούλου, Ν. Φεϊδερούδη καὶ Β. Μαράκη, ἐνωμοταρχῶν, οἱ λαθρέμποροι μεγάλης ποσότητος καπνοῦ καὶ τσιγαρέτων Δ. Παπαδάκης καὶ Γεώρ. Κόλκενος. Οἱ συλληφθέντες ὡδηγήθησαν εἰς τὴν Διεύθυνσιν τῆς Ἀστυνομίας, ὅπου ἐκ τῆς προχείρου ἀνακρίσεως ἐξηκριβώθησαν τὰ μέρη εἰς τὰ ὁποῖα ἀπέστελλον τακτικῶς καπνόν. Παρευτα μετάβας ὁ ἀγροτικὸς ἀστυνόμος κ. Γυζάκης κατέσχεν εἰς μὲν τὸν καφενεῖον τοῦ Γ. Σίμου Καπαρέλλωτον περὶ τὰς 22 ὀκάδας τσιγαρέτων εἰς δὲ τὸν ἐν Πειραιεῖ ὁμοίως καφενεῖον Δημ. Καλοπαΐδου περὶ τὰς 30 ὀκάδας εἰς φύλλα. Τὸν τελευταῖον καφεπώλην τ᾽ ἀστυνομικὰ ὄργανα συνέλαβον καὶ ὡδήγησαν εἰς τὴν ἀστυνομίαν τοῦ Πειραιῶς. [107, 1030, 379, 1254]
market-sub: ΠΩΛΕΙΤΑΙ [492, 1329, 569, 1345]
misc-text-4: ἐγένοντο ἀπὸ μέρους βελτιώσεις δημοτικῶν τῆς Ἀγίου Μεσολογγίου πρὸς φωτισμὸν τῆς πόλεως, καὶ διότι διὰ ἠλεκτρικοῦ φωτὸς. Ἡ εταιρία ἀνέλαβε τὴν ἐπιχείρησιν, ἀντι τῶν 7 τὰς ὁποίας δέχεται μὲν ἡ ἀπόφασις τῶν Γ. Γραμματέως τοῦ Δημαρ. [107, 1518, 379, 1597]
exchange-value: 223.— [291, 368, 323, 380]
